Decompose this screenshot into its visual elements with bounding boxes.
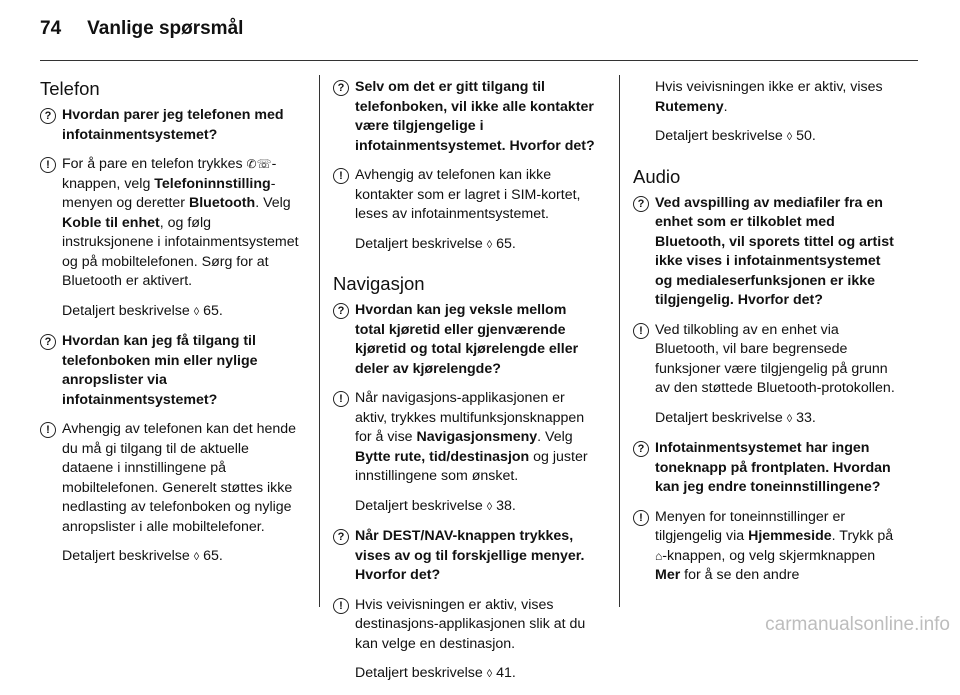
answer <box>333 166 595 225</box>
answer-icon: ! <box>633 510 649 526</box>
reference <box>355 497 595 518</box>
question-text: Ved avspilling av mediafiler fra en enhet som er tilkoblet med Bluetooth, vil sporets tittel og artist ikke vises i infotainmentsystemet og medialeserfunksjonen er ikke tilgjengelig. Hvorfor det? <box>655 194 894 308</box>
menu-term: Koble til enhet <box>62 214 160 231</box>
section-heading-telefon: Telefon <box>40 78 100 99</box>
menu-term: Bytte rute, tid/destinasjon <box>355 448 530 465</box>
answer-text: . Velg <box>537 429 573 445</box>
question <box>40 332 302 410</box>
reference <box>62 547 302 568</box>
arrow-icon: ◊ <box>786 131 793 143</box>
reference-text: Detaljert beskrivelse <box>62 548 194 564</box>
menu-term: Mer <box>655 567 681 583</box>
reference-text: Detaljert beskrivelse <box>655 128 787 144</box>
column-2 <box>333 78 595 695</box>
page-title: Vanlige spørsmål <box>87 18 244 39</box>
answer <box>333 596 595 655</box>
question-text: Hvordan kan jeg veksle mellom total kjøretid eller gjenværende kjøretid og total kjørelengde eller deler av kjørelengde? <box>355 302 579 377</box>
reference <box>355 664 595 685</box>
arrow-icon: ◊ <box>786 412 793 425</box>
answer-text: . Velg <box>255 195 291 211</box>
answer-text: for å se den andre <box>680 567 800 583</box>
watermark: carmanualsonline.info <box>765 614 950 635</box>
menu-term: Rutemeny <box>655 98 724 115</box>
answer <box>633 508 895 586</box>
answer-text: Avhengig av telefonen kan ikke kontakter som er lagret i SIM-kortet, leses av infotainmentsystemet. <box>355 167 581 222</box>
reference <box>355 235 595 256</box>
question <box>633 194 895 311</box>
answer-text: Ved tilkobling av en enhet via Bluetooth, vil bare begrensede funksjoner være tilgjengelig på grunn av den støttede Bluetooth-protokollen. <box>655 321 895 396</box>
question <box>333 78 595 156</box>
answer-text: -menyen og deretter <box>62 175 276 211</box>
header-rule <box>40 60 918 61</box>
question-text: Når DEST/NAV-knappen trykkes, vises av og til forskjellige menyer. Hvorfor det? <box>355 528 585 583</box>
column-divider <box>319 75 320 607</box>
question-icon: ? <box>333 303 349 319</box>
menu-term: Navigasjonsmeny <box>416 429 538 445</box>
reference-text: Detaljert beskrivelse <box>62 302 194 319</box>
answer-text: Når navigasjons-applikasjonen er aktiv, trykkes multifunksjonsknappen for å vise <box>355 390 585 445</box>
reference <box>655 409 895 430</box>
reference <box>655 127 895 148</box>
phone-icon: ✆☏ <box>246 157 272 171</box>
question-icon: ? <box>40 334 56 350</box>
answer <box>40 420 302 537</box>
column-divider <box>619 75 620 607</box>
arrow-icon: ◊ <box>193 305 200 318</box>
reference-text: Detaljert beskrivelse <box>655 409 787 426</box>
arrow-icon: ◊ <box>486 668 493 680</box>
reference-page: 38. <box>492 497 516 514</box>
answer-text: . <box>723 98 728 115</box>
answer-text: . Trykk på <box>831 528 894 544</box>
question-icon: ? <box>633 441 649 457</box>
reference-text: Detaljert beskrivelse <box>355 235 487 252</box>
answer-text: Hvis veivisningen ikke er aktiv, vises <box>655 79 883 95</box>
answer <box>333 389 595 487</box>
question <box>40 106 302 145</box>
answer-icon: ! <box>40 422 56 438</box>
question-text: Hvordan parer jeg telefonen med infotainmentsystemet? <box>62 107 284 143</box>
menu-term: Telefoninnstilling <box>154 175 271 192</box>
reference-text: Detaljert beskrivelse <box>355 497 487 514</box>
question-text: Selv om det er gitt tilgang til telefonboken, vil ikke alle kontakter være tilgjengelige i infotainmentsystemet. Hvorfor det? <box>355 79 595 154</box>
continued-text <box>655 78 895 117</box>
menu-term: Bluetooth <box>188 195 256 211</box>
column-1 <box>40 78 302 578</box>
answer <box>40 155 302 292</box>
reference-page: 33. <box>792 409 816 426</box>
answer-text: -knappen, og velg skjermknappen <box>662 547 876 564</box>
question-icon: ? <box>333 80 349 96</box>
question-icon: ? <box>633 196 649 212</box>
answer-icon: ! <box>333 168 349 184</box>
answer-text: Hvis veivisningen er aktiv, vises destinasjons-applikasjonen slik at du kan velge en destinasjon. <box>355 596 586 652</box>
question <box>333 301 595 379</box>
answer-icon: ! <box>633 323 649 339</box>
arrow-icon: ◊ <box>193 551 200 563</box>
answer-text: Menyen for toneinnstillinger er tilgjengelig via <box>655 508 846 544</box>
reference-page: 65. <box>492 235 516 252</box>
column-3 <box>633 78 895 596</box>
answer-text: og juster innstillingene som ønsket. <box>355 448 588 484</box>
reference-page: 65. <box>199 548 223 564</box>
reference <box>62 302 302 323</box>
question-text: Infotainmentsystemet har ingen toneknapp på frontplaten. Hvordan kan jeg endre toneinnstillingene? <box>655 440 891 495</box>
answer-icon: ! <box>40 157 56 173</box>
reference-page: 65. <box>199 302 223 319</box>
reference-text: Detaljert beskrivelse <box>355 665 487 681</box>
reference-page: 50. <box>792 128 816 144</box>
reference-page: 41. <box>492 665 516 681</box>
answer <box>633 321 895 399</box>
answer-icon: ! <box>333 391 349 407</box>
answer-text: -knappen, velg <box>62 156 277 192</box>
answer-text: , og følg instruksjonene i infotainmentsystemet og på mobiltelefonen. Sørg for at Bluetooth er aktivert. <box>62 214 299 289</box>
answer-icon: ! <box>333 598 349 614</box>
page-header <box>40 18 243 40</box>
section-heading-audio: Audio <box>633 165 681 187</box>
answer-text: Avhengig av telefonen kan det hende du må gi tilgang til de aktuelle dataene i innstillingene på mobiltelefonen. Generelt støttes ikke nedlasting av telefonboken og nylige anropslister i alle mobiltelefoner. <box>62 421 297 535</box>
section-heading-navigasjon: Navigasjon <box>333 273 425 294</box>
question <box>633 439 895 498</box>
page-number: 74 <box>40 18 62 39</box>
arrow-icon: ◊ <box>486 238 493 251</box>
question-icon: ? <box>40 108 56 124</box>
home-icon: ⌂ <box>655 548 663 563</box>
question <box>333 527 595 586</box>
menu-term: Hjemmeside <box>748 528 832 544</box>
question-icon: ? <box>333 529 349 545</box>
arrow-icon: ◊ <box>486 500 493 513</box>
question-text: Hvordan kan jeg få tilgang til telefonboken min eller nylige anropslister via infotainmentsystemet? <box>62 333 258 408</box>
answer-text: For å pare en telefon trykkes <box>62 156 247 172</box>
